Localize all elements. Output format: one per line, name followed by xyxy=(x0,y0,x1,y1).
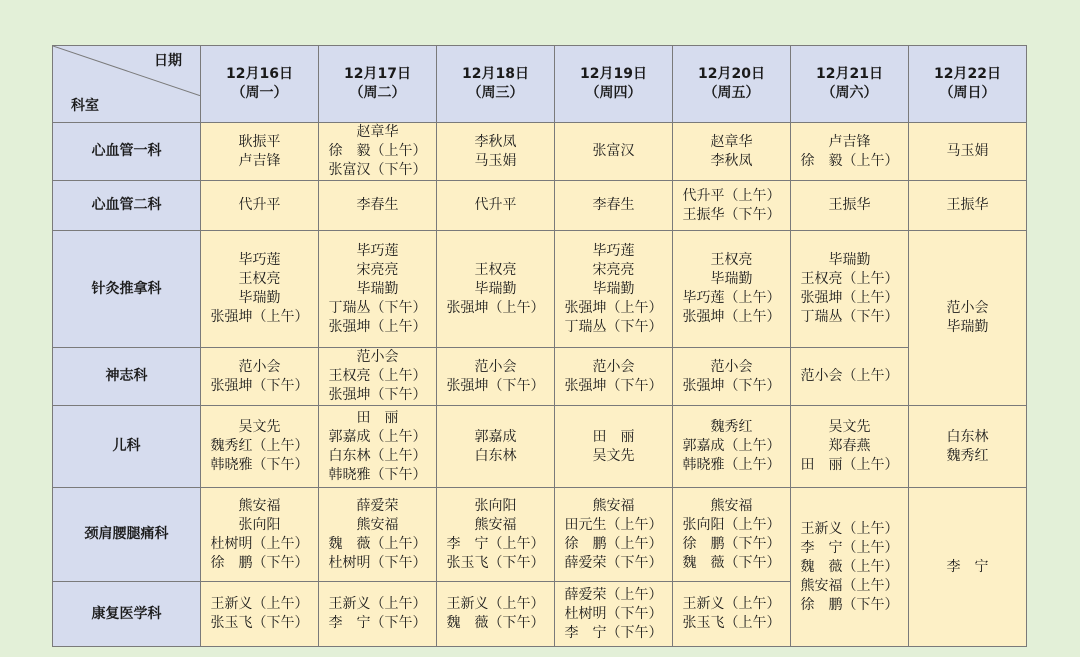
table-row-cardio-2 xyxy=(53,181,1027,231)
schedule-cell: 毕巧莲 宋亮亮 毕瑞勤 张强坤（上午） 丁瑞丛（下午） xyxy=(555,231,673,348)
department-cell: 心血管一科 xyxy=(53,123,201,181)
schedule-cell: 吴文先 魏秀红（上午） 韩晓雅（下午） xyxy=(201,406,319,488)
day-date: 12月17日 xyxy=(344,66,411,82)
corner-header-cell xyxy=(53,46,201,123)
schedule-cell: 王权亮 毕瑞勤 张强坤（上午） xyxy=(437,231,555,348)
table-row-acupuncture xyxy=(53,231,1027,348)
department-cell: 颈肩腰腿痛科 xyxy=(53,488,201,582)
schedule-cell: 马玉娟 xyxy=(909,123,1027,181)
schedule-cell-merged: 李 宁 xyxy=(909,488,1027,647)
department-cell: 心血管二科 xyxy=(53,181,201,231)
header-row xyxy=(53,46,1027,123)
day-weekday: （周三） xyxy=(467,85,524,101)
schedule-cell: 王权亮 毕瑞勤 毕巧莲（上午） 张强坤（上午） xyxy=(673,231,791,348)
day-date: 12月21日 xyxy=(816,66,883,82)
day-header-5 xyxy=(791,46,909,123)
schedule-cell: 范小会 张强坤（下午） xyxy=(673,348,791,406)
schedule-cell: 王新义（上午） 李 宁（下午） xyxy=(319,582,437,647)
schedule-cell: 耿振平 卢吉锋 xyxy=(201,123,319,181)
department-cell: 儿科 xyxy=(53,406,201,488)
schedule-cell: 吴文先 郑春燕 田 丽（上午） xyxy=(791,406,909,488)
day-header-4 xyxy=(673,46,791,123)
schedule-cell-merged: 王新义（上午） 李 宁（上午） 魏 薇（上午） 熊安福（上午） 徐 鹏（下午） xyxy=(791,488,909,647)
schedule-cell: 田 丽 郭嘉成（上午） 白东林（上午） 韩晓雅（下午） xyxy=(319,406,437,488)
schedule-cell: 卢吉锋 徐 毅（上午） xyxy=(791,123,909,181)
schedule-cell: 李春生 xyxy=(555,181,673,231)
schedule-cell: 熊安福 张向阳 杜树明（上午） 徐 鹏（下午） xyxy=(201,488,319,582)
schedule-cell: 郭嘉成 白东林 xyxy=(437,406,555,488)
schedule-cell: 熊安福 田元生（上午） 徐 鹏（上午） 薛爱荣（下午） xyxy=(555,488,673,582)
table-row-mental xyxy=(53,348,1027,406)
day-weekday: （周六） xyxy=(821,85,878,101)
schedule-cell: 毕瑞勤 王权亮（上午） 张强坤（上午） 丁瑞丛（下午） xyxy=(791,231,909,348)
schedule-cell: 张向阳 熊安福 李 宁（上午） 张玉飞（下午） xyxy=(437,488,555,582)
schedule-cell: 范小会 张强坤（下午） xyxy=(201,348,319,406)
table-row-pediatrics xyxy=(53,406,1027,488)
schedule-cell: 范小会 王权亮（上午） 张强坤（下午） xyxy=(319,348,437,406)
schedule-cell: 熊安福 张向阳（上午） 徐 鹏（下午） 魏 薇（下午） xyxy=(673,488,791,582)
date-axis-label: 日期 xyxy=(154,53,182,69)
day-weekday: （周日） xyxy=(939,85,996,101)
schedule-cell: 范小会 张强坤（下午） xyxy=(437,348,555,406)
schedule-cell: 范小会（上午） xyxy=(791,348,909,406)
day-header-6 xyxy=(909,46,1027,123)
schedule-cell: 代升平 xyxy=(201,181,319,231)
schedule-cell: 王新义（上午） 魏 薇（下午） xyxy=(437,582,555,647)
day-weekday: （周二） xyxy=(349,85,406,101)
table-row-pain xyxy=(53,488,1027,582)
schedule-cell: 薛爱荣 熊安福 魏 薇（上午） 杜树明（下午） xyxy=(319,488,437,582)
schedule-cell: 白东林 魏秀红 xyxy=(909,406,1027,488)
day-header-2 xyxy=(437,46,555,123)
day-date: 12月18日 xyxy=(462,66,529,82)
day-header-3 xyxy=(555,46,673,123)
schedule-cell: 魏秀红 郭嘉成（上午） 韩晓雅（上午） xyxy=(673,406,791,488)
schedule-cell: 赵章华 李秋凤 xyxy=(673,123,791,181)
schedule-cell: 王新义（上午） 张玉飞（下午） xyxy=(201,582,319,647)
department-cell: 神志科 xyxy=(53,348,201,406)
schedule-cell: 范小会 张强坤（下午） xyxy=(555,348,673,406)
day-header-0 xyxy=(201,46,319,123)
schedule-cell: 代升平 xyxy=(437,181,555,231)
day-date: 12月16日 xyxy=(226,66,293,82)
schedule-cell: 张富汉 xyxy=(555,123,673,181)
day-weekday: （周五） xyxy=(703,85,760,101)
department-cell: 针灸推拿科 xyxy=(53,231,201,348)
schedule-cell: 毕巧莲 王权亮 毕瑞勤 张强坤（上午） xyxy=(201,231,319,348)
schedule-cell: 王振华 xyxy=(909,181,1027,231)
schedule-cell: 田 丽 吴文先 xyxy=(555,406,673,488)
department-axis-label: 科室 xyxy=(71,98,99,114)
schedule-cell: 李春生 xyxy=(319,181,437,231)
schedule-cell: 毕巧莲 宋亮亮 毕瑞勤 丁瑞丛（下午） 张强坤（上午） xyxy=(319,231,437,348)
schedule-cell: 薛爱荣（上午） 杜树明（下午） 李 宁（下午） xyxy=(555,582,673,647)
schedule-cell-merged: 范小会 毕瑞勤 xyxy=(909,231,1027,406)
schedule-cell: 王振华 xyxy=(791,181,909,231)
schedule-cell: 代升平（上午） 王振华（下午） xyxy=(673,181,791,231)
day-header-1 xyxy=(319,46,437,123)
schedule-cell: 赵章华 徐 毅（上午） 张富汉（下午） xyxy=(319,123,437,181)
duty-schedule-table xyxy=(52,45,1027,647)
day-weekday: （周一） xyxy=(231,85,288,101)
day-date: 12月22日 xyxy=(934,66,1001,82)
schedule-cell: 王新义（上午） 张玉飞（上午） xyxy=(673,582,791,647)
schedule-cell: 李秋凤 马玉娟 xyxy=(437,123,555,181)
day-date: 12月19日 xyxy=(580,66,647,82)
day-weekday: （周四） xyxy=(585,85,642,101)
department-cell: 康复医学科 xyxy=(53,582,201,647)
table-row-cardio-1 xyxy=(53,123,1027,181)
day-date: 12月20日 xyxy=(698,66,765,82)
